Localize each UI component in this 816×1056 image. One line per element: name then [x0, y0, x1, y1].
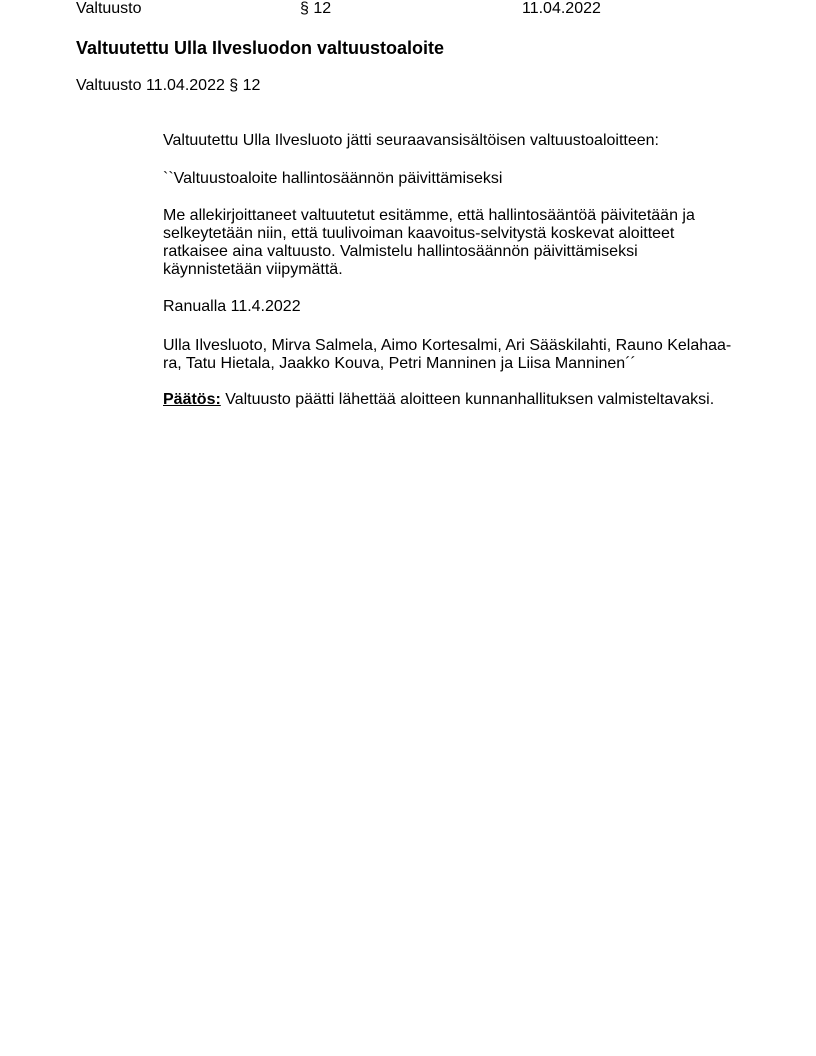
proposal-paragraph [163, 207, 743, 279]
signatories-line: Ulla Ilvesluoto, Mirva Salmela, Aimo Kortesalmi, Ari Sääskilahti, Rauno Kelahaa- [163, 337, 732, 354]
header-section: § 12 [300, 0, 332, 17]
intro-paragraph: Valtuutettu Ulla Ilvesluoto jätti seuraavansisältöisen valtuustoaloitteen: [163, 132, 659, 149]
place-date-paragraph: Ranualla 11.4.2022 [163, 298, 301, 315]
meeting-reference: Valtuusto 11.04.2022 § 12 [76, 77, 261, 94]
document-title: Valtuutettu Ulla Ilvesluodon valtuustoaloite [76, 38, 445, 58]
decision-label: Päätös: [163, 391, 221, 408]
signatories-paragraph [163, 337, 743, 373]
proposal-line: Me allekirjoittaneet valtuutetut esitämme, että hallintosääntöä päivitetään ja [163, 207, 695, 224]
initiative-title-paragraph: ``Valtuustoaloite hallintosäännön päivittämiseksi [163, 170, 503, 187]
document-header [0, 0, 816, 20]
proposal-line: käynnistetään viipymättä. [163, 261, 343, 278]
decision-text: Valtuusto päätti lähettää aloitteen kunnanhallituksen valmisteltavaksi. [220, 391, 715, 408]
decision-paragraph [163, 391, 743, 409]
proposal-line: ratkaisee aina valtuusto. Valmistelu hallintosäännön päivittämiseksi [163, 243, 638, 260]
signatories-line: ra, Tatu Hietala, Jaakko Kouva, Petri Manninen ja Liisa Manninen´´ [163, 355, 636, 372]
proposal-line: selkeytetään niin, että tuulivoiman kaavoitus-selvitystä koskevat aloitteet [163, 225, 675, 242]
header-date: 11.04.2022 [522, 0, 601, 17]
header-organ: Valtuusto [76, 0, 142, 17]
